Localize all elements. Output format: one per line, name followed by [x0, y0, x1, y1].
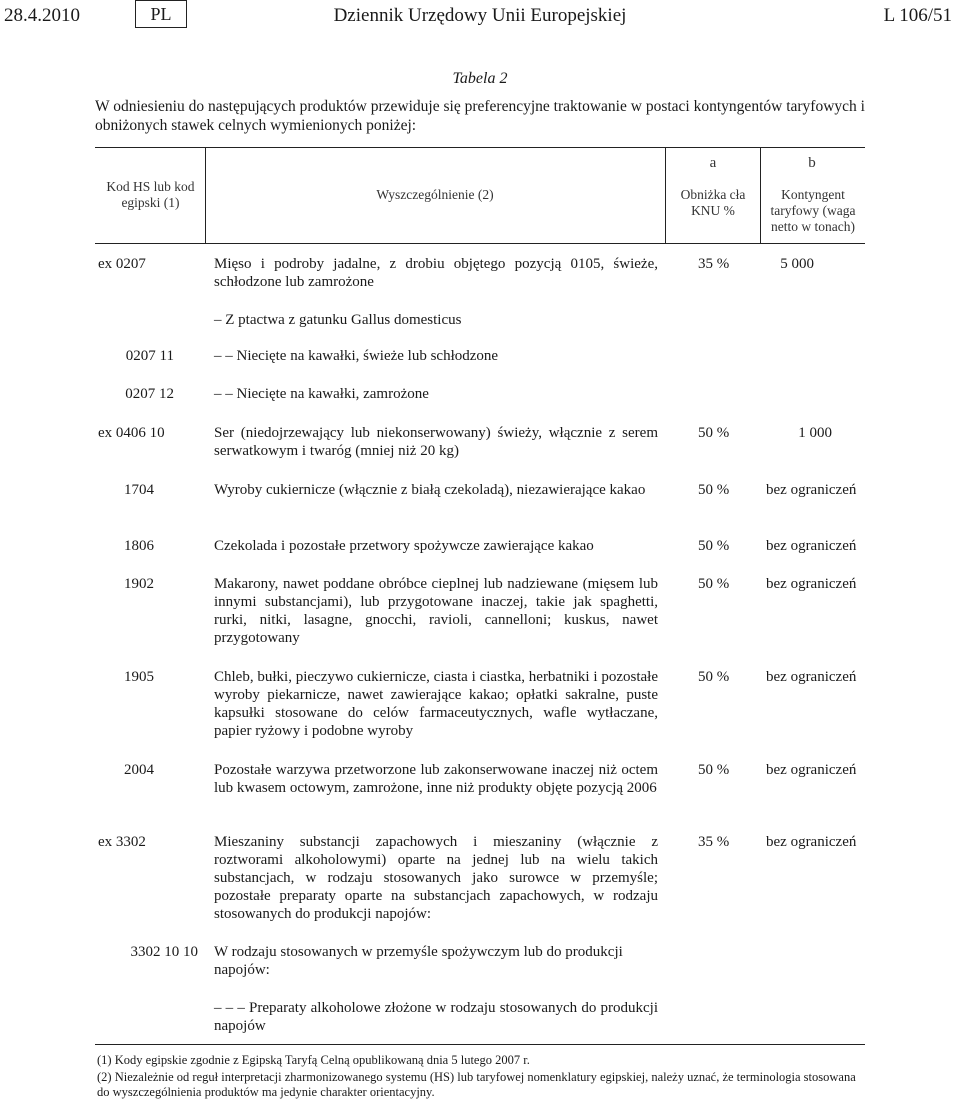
row-code: 2004: [124, 762, 154, 778]
row-quota: 1 000: [798, 425, 832, 441]
language-badge: PL: [135, 0, 187, 28]
row-rate: 50 %: [698, 425, 730, 441]
row-desc: Mieszaniny substancji zapachowych i mieszaniny (włącznie z roztworami alkoholowymi) oparte na jednej lub na wielu takich substancjach, w rodzaju stosowanych jako surowce w przemyśle; pozostałe preparaty oparte na substancjach zapachowych, w rodzaju stosowanych do produkcji napojów:: [214, 834, 658, 922]
col-divider-1: [205, 147, 206, 244]
row-desc: – – – Preparaty alkoholowe złożone w rodzaju stosowanych do produkcji napojów: [214, 1000, 658, 1034]
table-row: [0, 761, 960, 815]
table-row: [0, 424, 960, 460]
row-quota: bez ograniczeń: [766, 669, 857, 685]
row-desc: – – Niecięte na kawałki, zamrożone: [214, 386, 429, 402]
row-code: ex 0207: [98, 256, 146, 272]
col-header-desc: Wyszczególnienie (2): [376, 187, 494, 202]
row-code: 1905: [124, 669, 154, 685]
table-title: Tabela 2: [452, 70, 508, 87]
row-code: 1902: [124, 576, 154, 592]
row-code: 3302 10 10: [130, 944, 198, 960]
row-rate: 50 %: [698, 762, 730, 778]
table-row: [0, 537, 960, 555]
row-quota: 5 000: [780, 256, 814, 272]
col-header-b: Kontyngent taryfowy (waga netto w tonach): [770, 187, 856, 234]
table-row: [0, 481, 960, 517]
footnote-1: (1) Kody egipskie zgodnie z Egipską Taryfą Celną opublikowaną dnia 5 lutego 2007 r.: [97, 1053, 530, 1067]
row-code: ex 0406 10: [98, 425, 165, 441]
col-header-a: Obniżka cła KNU %: [680, 187, 746, 218]
page-header: [0, 0, 960, 36]
journal-title: Dziennik Urzędowy Unii Europejskiej: [333, 5, 627, 26]
row-desc: Pozostałe warzywa przetworzone lub zakonserwowane inaczej niż octem lub kwasem octowym, zamrożone, inne niż produkty objęte pozycją 2006: [214, 762, 658, 796]
row-desc: – – Niecięte na kawałki, świeże lub schłodzone: [214, 348, 499, 364]
table-row: [0, 833, 960, 923]
table-row: [0, 943, 960, 979]
row-rate: 50 %: [698, 482, 730, 498]
table-bottom-rule: [95, 1044, 865, 1045]
row-quota: bez ograniczeń: [766, 834, 857, 850]
row-rate: 50 %: [698, 538, 730, 554]
row-desc: Makarony, nawet poddane obróbce cieplnej lub nadziewane (mięsem lub innymi substancjami), lub przygotowane inaczej, takie jak spaghetti, rurki, nitki, lasagne, gnocchi, ravioli, cannelloni; kuskus, nawet przygotowany: [214, 576, 658, 646]
row-code: 1806: [124, 538, 154, 554]
table-row: [0, 385, 960, 403]
footnote-2: (2) Niezależnie od reguł interpretacji zharmonizowanego systemu (HS) lub taryfowej nomenklatury egipskiej, należy uznać, że terminologia stosowana do wyszczególnienia produktów ma jedynie charakter orientacyjny.: [97, 1070, 856, 1099]
row-rate: 50 %: [698, 576, 730, 592]
col-header-b-letter: b: [808, 155, 816, 171]
table-row: [0, 347, 960, 365]
row-desc: – Z ptactwa z gatunku Gallus domesticus: [214, 312, 462, 328]
row-code: ex 3302: [98, 834, 146, 850]
row-rate: 50 %: [698, 669, 730, 685]
col-header-a-letter: a: [709, 155, 717, 171]
publication-date: 28.4.2010: [4, 5, 80, 26]
col-divider-3: [760, 147, 761, 244]
page-number: L 106/51: [883, 5, 952, 26]
intro-paragraph: W odniesieniu do następujących produktów przewiduje się preferencyjne traktowanie w postaci kontyngentów taryfowych i obniżonych stawek celnych wymienionych poniżej:: [95, 98, 865, 134]
row-code: 0207 12: [125, 386, 174, 402]
row-code: 0207 11: [125, 348, 174, 364]
row-quota: bez ograniczeń: [766, 482, 857, 498]
table-row: [0, 255, 960, 291]
col-divider-2: [665, 147, 666, 244]
table-row: [0, 311, 960, 329]
table-top-rule: [95, 147, 865, 148]
row-rate: 35 %: [698, 834, 730, 850]
row-quota: bez ograniczeń: [766, 576, 857, 592]
row-quota: bez ograniczeń: [766, 762, 857, 778]
table-row: [0, 668, 960, 740]
row-code: 1704: [124, 482, 154, 498]
row-desc: Ser (niedojrzewający lub niekonserwowany) świeży, włącznie z serem serwatkowym i twaróg (mniej niż 20 kg): [214, 425, 658, 459]
row-quota: bez ograniczeń: [766, 538, 857, 554]
row-desc: W rodzaju stosowanych w przemyśle spożywczym lub do produkcji napojów:: [214, 944, 623, 978]
row-rate: 35 %: [698, 256, 730, 272]
row-desc: Chleb, bułki, pieczywo cukiernicze, ciasta i ciastka, herbatniki i pozostałe wyroby piekarnicze, nawet zawierające kakao; opłatki sakralne, puste kapsułki stosowane do celów farmaceutycznych, wafle wytłaczane, papier ryżowy i podobne wyroby: [214, 669, 658, 739]
table-row: [0, 575, 960, 647]
row-desc: Czekolada i pozostałe przetwory spożywcze zawierające kakao: [214, 538, 594, 554]
row-desc: Mięso i podroby jadalne, z drobiu objętego pozycją 0105, świeże, schłodzone lub zamrożone: [214, 256, 658, 290]
row-desc: Wyroby cukiernicze (włącznie z białą czekoladą), niezawierające kakao: [214, 482, 646, 498]
col-header-code: Kod HS lub kod egipski (1): [106, 179, 195, 210]
table-header-rule: [95, 243, 865, 244]
table-row: [0, 999, 960, 1035]
